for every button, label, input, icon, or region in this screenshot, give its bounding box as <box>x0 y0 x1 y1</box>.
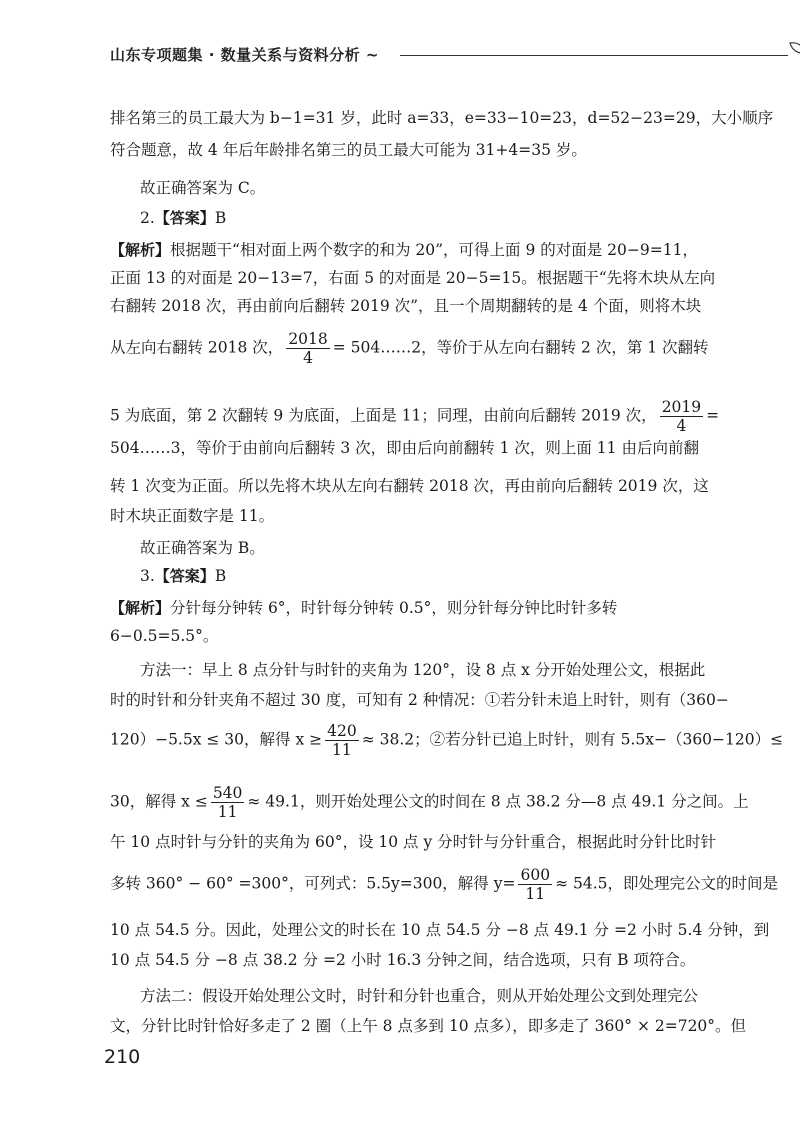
question-number: 2. <box>140 209 155 227</box>
paragraph-line-fraction: 从左向右翻转 2018 次， $\frac{2018}{4}$ = 504……2，等价于从左向右翻转 2 次，第 1 次翻转 <box>110 330 709 367</box>
paragraph-line: 【解析】分针每分钟转 6°，时针每分钟转 0.5°，则分针每分钟比时针多转 <box>110 599 618 617</box>
paragraph-line-fraction: 5 为底面，第 2 次翻转 9 为底面，上面是 11；同理，由前向后翻转 2019 次， $\frac{2019}{4}$ = <box>110 398 720 435</box>
paragraph-line: 504……3，等价于由前向后翻转 3 次，即由后向前翻转 1 次，则上面 11 由后向前翻 <box>110 439 699 457</box>
sprout-icon <box>788 40 800 70</box>
paragraph-line: 【解析】根据题干“相对面上两个数字的和为 20”，可得上面 9 的对面是 20−9=11， <box>110 241 698 259</box>
paragraph-line-fraction: 120）−5.5x ≤ 30，解得 x ≥ $\frac{420}{11}$ ≈ 38.2；②若分针已追上时针，则有 5.5x−（360−120）≤ <box>110 722 784 759</box>
fraction: $\frac{2019}{4}$ <box>661 398 702 435</box>
paragraph-line-fraction: 30，解得 x ≤ $\frac{540}{11}$ ≈ 49.1，则开始处理公文的时间在 8 点 38.2 分—8 点 49.1 分之间。上 <box>110 784 749 821</box>
paragraph-line: 10 点 54.5 分。因此，处理公文的时长在 10 点 54.5 分 −8 点 49.1 分 =2 小时 5.4 分钟，到 <box>110 921 770 939</box>
paragraph-line: 午 10 点时针与分针的夹角为 60°，设 10 点 y 分时针与分针重合，根据此时分针比时针 <box>110 833 717 851</box>
page-number: 210 <box>104 1046 141 1068</box>
paragraph-line: 6−0.5=5.5°。 <box>110 627 219 645</box>
answer-heading <box>140 566 738 586</box>
answer-tag: 【答案】 <box>154 209 215 227</box>
running-header <box>100 38 740 68</box>
paragraph-line: 时的时针和分针夹角不超过 30 度，可知有 2 种情况：①若分针未追上时针，则有（360− <box>110 691 729 709</box>
paragraph-line-fraction: 多转 360° − 60° =300°，可列式：5.5y=300，解得 y= $\frac{600}{11}$ ≈ 54.5，即处理完公文的时间是 <box>110 866 779 903</box>
answer-value: B <box>214 567 227 585</box>
answer-value: B <box>214 209 227 227</box>
paragraph-line: 右翻转 2018 次，再由前向后翻转 2019 次”，且一个周期翻转的是 4 个面，则将木块 <box>110 297 702 315</box>
answer-tag: 【答案】 <box>154 567 215 585</box>
fraction: $\frac{2018}{4}$ <box>288 330 328 367</box>
paragraph-line: 符合题意，故 4 年后年龄排名第三的员工最大可能为 31+4=35 岁。 <box>110 141 587 159</box>
fraction: $\frac{420}{11}$ <box>327 722 357 759</box>
analysis-tag: 【解析】 <box>110 241 171 259</box>
paragraph-line: 转 1 次变为正面。所以先将木块从左向右翻转 2018 次，再由前向后翻转 2019 次，这 <box>110 477 709 495</box>
question-number: 3. <box>140 567 155 585</box>
analysis-tag: 【解析】 <box>110 599 171 617</box>
paragraph-line: 文，分针比时针恰好多走了 2 圈（上午 8 点多到 10 点多），即多走了 360° × 2=720°。但 <box>110 1017 747 1035</box>
paragraph-line: 正面 13 的对面是 20−13=7，右面 5 的对面是 20−5=15。根据题干“先将木块从左向 <box>110 269 716 287</box>
header-rule <box>400 55 788 56</box>
header-title: 山东专项题集 · 数量关系与资料分析 ~ <box>110 46 379 64</box>
fraction: $\frac{540}{11}$ <box>212 784 243 821</box>
conclusion-line: 故正确答案为 B。 <box>140 539 265 557</box>
paragraph-line: 10 点 54.5 分 −8 点 38.2 分 =2 小时 16.3 分钟之间，结合选项，只有 B 项符合。 <box>110 951 696 969</box>
paragraph-line: 方法一：早上 8 点分针与时针的夹角为 120°，设 8 点 x 分开始处理公文，根据此 <box>140 661 706 679</box>
paragraph-line: 时木块正面数字是 11。 <box>110 507 275 525</box>
answer-heading <box>140 208 738 228</box>
paragraph-line: 排名第三的员工最大为 b−1=31 岁，此时 a=33，e=33−10=23，d=52−23=29，大小顺序 <box>110 109 774 127</box>
conclusion-line: 故正确答案为 C。 <box>140 179 266 197</box>
paragraph-line: 方法二：假设开始处理公文时，时针和分针也重合，则从开始处理公文到处理完公 <box>140 987 699 1005</box>
fraction: $\frac{600}{11}$ <box>520 866 551 903</box>
